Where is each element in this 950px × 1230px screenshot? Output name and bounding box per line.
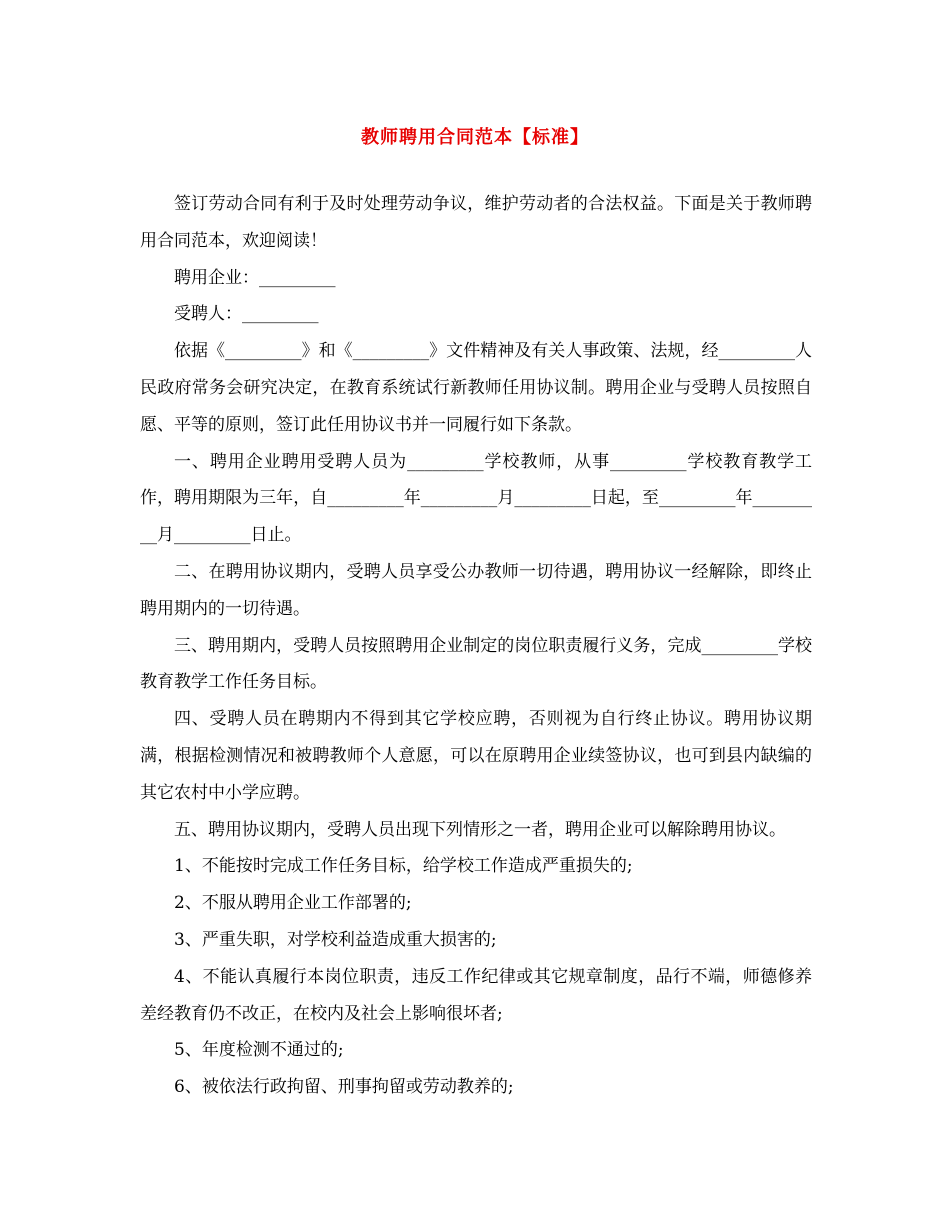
basis-paragraph: 依据《_________》和《_________》文件精神及有关人事政策、法规，经_________人民政府常务会研究决定，在教育系统试行新教师任用协议制。聘用企业与受聘人员按照自愿、平等的原则，签订此任用协议书并一同履行如下条款。	[140, 341, 812, 435]
list-item: 6、被依法行政拘留、刑事拘留或劳动教养的;	[174, 1077, 514, 1098]
clause-5: 五、聘用协议期内，受聘人员出现下列情形之一者，聘用企业可以解除聘用协议。	[174, 819, 786, 840]
document-title: 教师聘用合同范本【标准】	[361, 127, 589, 148]
clause-1: 一、聘用企业聘用受聘人员为_________学校教师，从事_________学校教育教学工作，聘用期限为三年，自_________年_________月_________日起，至_________年_________月_________日止。	[140, 451, 812, 546]
intro-paragraph: 签订劳动合同有利于及时处理劳动争议，维护劳动者的合法权益。下面是关于教师聘用合同范本，欢迎阅读！	[140, 194, 812, 251]
list-item: 2、不服从聘用企业工作部署的;	[174, 893, 412, 914]
document-body	[140, 186, 812, 1106]
list-item: 3、严重失职，对学校利益造成重大损害的;	[174, 929, 497, 950]
employer-field: 聘用企业：_________	[174, 267, 336, 288]
clause-2: 二、在聘用协议期内，受聘人员享受公办教师一切待遇，聘用协议一经解除，即终止聘用期内的一切待遇。	[140, 561, 812, 619]
clause-3: 三、聘用期内，受聘人员按照聘用企业制定的岗位职责履行义务，完成_________学校教育教学工作任务目标。	[140, 635, 812, 693]
clause-4: 四、受聘人员在聘期内不得到其它学校应聘，否则视为自行终止协议。聘用协议期满，根据检测情况和被聘教师个人意愿，可以在原聘用企业续签协议，也可到县内缺编的其它农村中小学应聘。	[140, 709, 812, 803]
list-item: 1、不能按时完成工作任务目标，给学校工作造成严重损失的;	[174, 856, 633, 877]
list-item: 5、年度检测不通过的;	[174, 1040, 344, 1061]
employee-field: 受聘人：_________	[174, 304, 319, 325]
list-item: 4、不能认真履行本岗位职责，违反工作纪律或其它规章制度，品行不端，师德修养差经教育仍不改正，在校内及社会上影响很坏者;	[140, 966, 812, 1024]
